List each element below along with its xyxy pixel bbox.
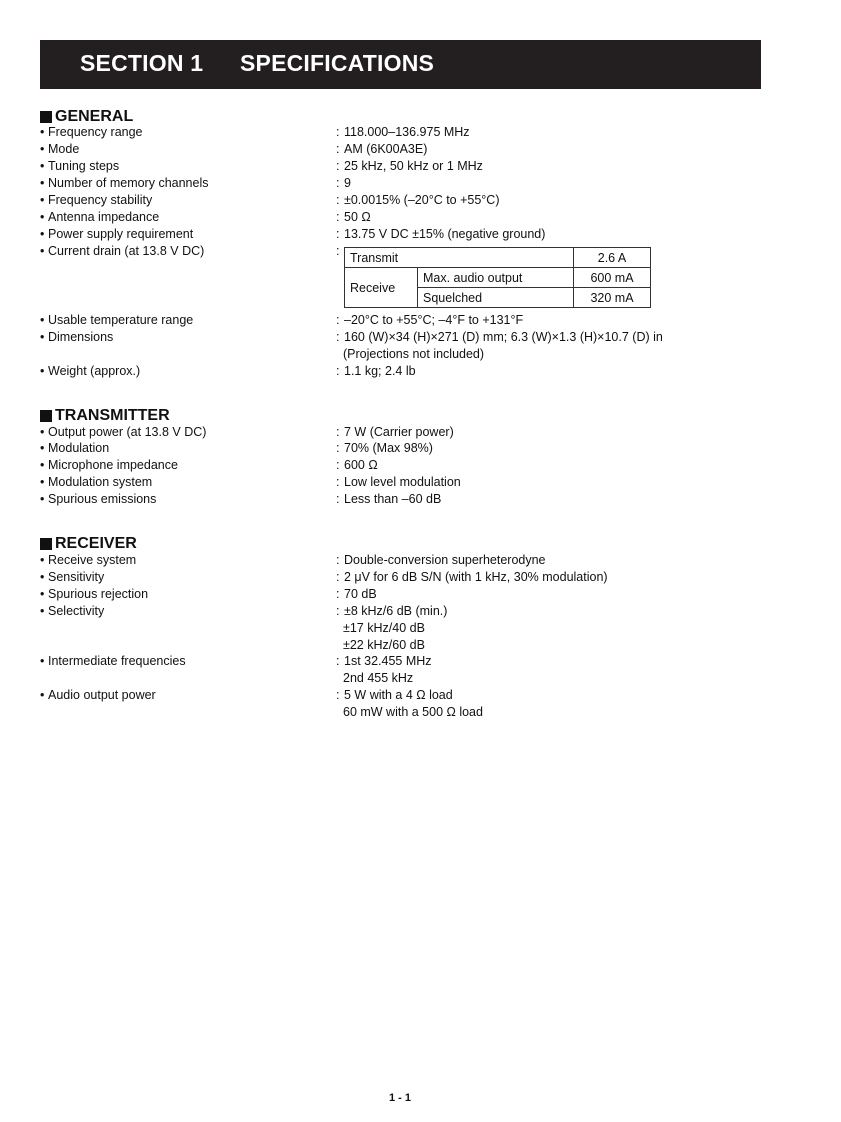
table-row: [345, 248, 651, 268]
spec-label: Spurious emissions: [48, 492, 157, 506]
spec-value: ±0.0015% (–20°C to +55°C): [344, 193, 500, 207]
spec-row-output-power: • Output power (at 13.8 V DC) : 7 W (Carrier power): [40, 425, 454, 439]
spec-label: Modulation: [48, 441, 110, 455]
current-drain-table: [344, 247, 651, 308]
spec-label: Selectivity: [48, 604, 105, 618]
spec-value: 600 Ω: [344, 458, 378, 472]
spec-row-sensitivity: • Sensitivity : 2 μV for 6 dB S/N (with 1 kHz, 30% modulation): [40, 570, 608, 584]
transmit-value: 2.6 A: [574, 248, 651, 268]
spec-row-antenna-impedance: • Antenna impedance : 50 Ω: [40, 210, 371, 224]
spec-value: 160 (W)×34 (H)×271 (D) mm; 6.3 (W)×1.3 (H)×10.7 (D) in: [344, 330, 663, 344]
spec-value: ±8 kHz/6 dB (min.): [344, 604, 448, 618]
section-title: SPECIFICATIONS: [240, 50, 435, 76]
spec-value: 9: [344, 176, 351, 190]
spec-label: Sensitivity: [48, 570, 105, 584]
spec-label: Output power (at 13.8 V DC): [48, 425, 207, 439]
spec-row-memory-channels: • Number of memory channels : 9: [40, 176, 351, 190]
table-row: [345, 268, 651, 288]
max-audio-value: 600 mA: [574, 268, 651, 288]
spec-row-receive-system: • Receive system : Double-conversion superheterodyne: [40, 553, 546, 567]
spec-value: 2 μV for 6 dB S/N (with 1 kHz, 30% modulation): [344, 570, 608, 584]
spec-row-selectivity: • Selectivity : ±8 kHz/6 dB (min.): [40, 604, 448, 618]
spec-value-continued: (Projections not included): [343, 347, 485, 361]
spec-row-modulation: • Modulation : 70% (Max 98%): [40, 441, 433, 455]
page-number: 1 - 1: [388, 1092, 411, 1104]
spec-value: Low level modulation: [344, 475, 461, 489]
spec-label: Power supply requirement: [48, 227, 194, 241]
spec-value-continued: 2nd 455 kHz: [343, 671, 414, 685]
max-audio-label: Max. audio output: [418, 268, 574, 288]
spec-value: AM (6K00A3E): [344, 142, 428, 156]
spec-row-weight: • Weight (approx.) : 1.1 kg; 2.4 lb: [40, 364, 416, 378]
spec-row-audio-output-power: • Audio output power : 5 W with a 4 Ω load: [40, 688, 453, 702]
spec-value-continued: 60 mW with a 500 Ω load: [343, 705, 483, 719]
spec-value: 70 dB: [344, 587, 377, 601]
spec-value: –20°C to +55°C; –4°F to +131°F: [344, 313, 524, 327]
squelched-label: Squelched: [418, 288, 574, 308]
section-banner: [40, 40, 761, 89]
spec-row-frequency-range: • Frequency range : 118.000–136.975 MHz: [40, 125, 470, 139]
spec-label: Mode: [48, 142, 80, 156]
spec-label: Audio output power: [48, 688, 156, 702]
spec-value: Double-conversion superheterodyne: [344, 553, 546, 567]
square-bullet-icon: [40, 410, 52, 422]
spec-value: 1st 32.455 MHz: [344, 654, 432, 668]
spec-label: Weight (approx.): [48, 364, 141, 378]
spec-row-current-drain: • Current drain (at 13.8 V DC) :: [40, 244, 340, 258]
spec-row-tuning-steps: • Tuning steps : 25 kHz, 50 kHz or 1 MHz: [40, 159, 483, 173]
transmitter-heading: TRANSMITTER: [40, 407, 170, 425]
spec-value-continued: ±17 kHz/40 dB: [343, 621, 425, 635]
spec-row-intermediate-frequencies: • Intermediate frequencies : 1st 32.455 MHz: [40, 654, 432, 668]
spec-row-microphone-impedance: • Microphone impedance : 600 Ω: [40, 458, 378, 472]
receiver-heading: RECEIVER: [40, 535, 137, 553]
general-heading: GENERAL: [40, 108, 133, 126]
spec-label: Receive system: [48, 553, 137, 567]
spec-value: 13.75 V DC ±15% (negative ground): [344, 227, 546, 241]
spec-label: Frequency range: [48, 125, 143, 139]
spec-row-temperature-range: • Usable temperature range : –20°C to +55°C; –4°F to +131°F: [40, 313, 524, 327]
receive-label: Receive: [345, 268, 418, 308]
spec-label: Dimensions: [48, 330, 114, 344]
spec-value: 5 W with a 4 Ω load: [344, 688, 453, 702]
spec-value: 7 W (Carrier power): [344, 425, 454, 439]
spec-row-dimensions: • Dimensions : 160 (W)×34 (H)×271 (D) mm; 6.3 (W)×1.3 (H)×10.7 (D) in: [40, 330, 663, 344]
spec-value: 118.000–136.975 MHz: [344, 125, 470, 139]
spec-value: 25 kHz, 50 kHz or 1 MHz: [344, 159, 483, 173]
spec-row-spurious-rejection: • Spurious rejection : 70 dB: [40, 587, 377, 601]
spec-value: 1.1 kg; 2.4 lb: [344, 364, 416, 378]
spec-row-modulation-system: • Modulation system : Low level modulation: [40, 475, 461, 489]
square-bullet-icon: [40, 538, 52, 550]
squelched-value: 320 mA: [574, 288, 651, 308]
spec-value: Less than –60 dB: [344, 492, 442, 506]
spec-label: Frequency stability: [48, 193, 153, 207]
spec-label: Number of memory channels: [48, 176, 209, 190]
section-number: SECTION 1: [80, 50, 204, 76]
spec-label: Microphone impedance: [48, 458, 178, 472]
spec-label: Intermediate frequencies: [48, 654, 186, 668]
spec-row-frequency-stability: • Frequency stability : ±0.0015% (–20°C to +55°C): [40, 193, 500, 207]
spec-label: Usable temperature range: [48, 313, 194, 327]
spec-row-power-supply: • Power supply requirement : 13.75 V DC ±15% (negative ground): [40, 227, 546, 241]
spec-value: 70% (Max 98%): [344, 441, 433, 455]
spec-label: Antenna impedance: [48, 210, 160, 224]
spec-label: Tuning steps: [48, 159, 120, 173]
transmit-label: Transmit: [345, 248, 574, 268]
spec-value-continued: ±22 kHz/60 dB: [343, 638, 425, 652]
spec-value: 50 Ω: [344, 210, 371, 224]
square-bullet-icon: [40, 111, 52, 123]
spec-label: Current drain (at 13.8 V DC): [48, 244, 205, 258]
spec-row-mode: • Mode : AM (6K00A3E): [40, 142, 428, 156]
spec-label: Spurious rejection: [48, 587, 149, 601]
spec-label: Modulation system: [48, 475, 153, 489]
spec-row-spurious-emissions: • Spurious emissions : Less than –60 dB: [40, 492, 442, 506]
